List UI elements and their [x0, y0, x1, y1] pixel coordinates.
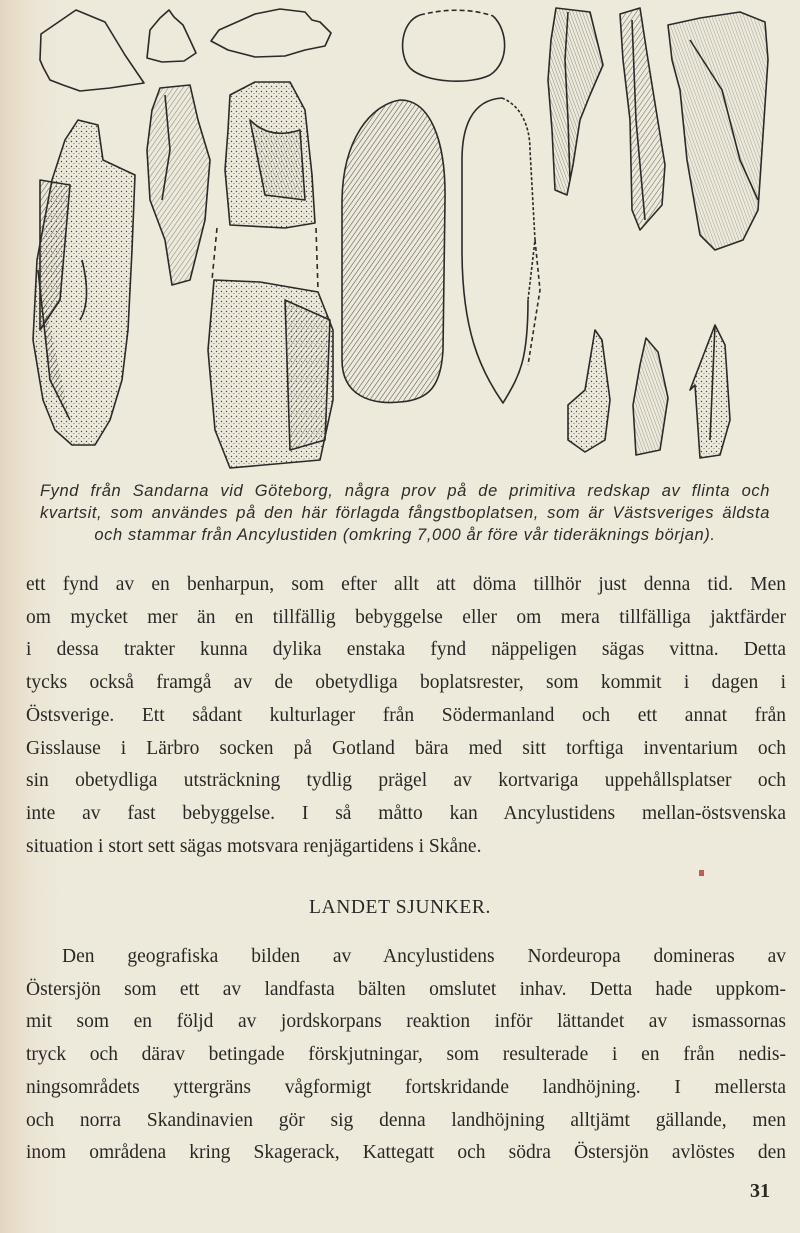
flake-outline-small — [147, 10, 196, 62]
text-line: inte av fast bebyggelse. I så måtto kan Ancylustidens mellan-östsvenska — [26, 802, 786, 824]
text-line: sin obetydliga utsträckning tydlig prägel av kortvariga uppehållsplatser och — [26, 770, 786, 792]
paragraph-1 — [26, 569, 786, 863]
text-line: tryck och därav betingade förskjutningar, som resulterade i en från nedis- — [26, 1044, 786, 1066]
section-heading: LANDET SJUNKER. — [309, 897, 491, 918]
text-line: ningsområdets yttergräns vågformigt fortskridande landhöjning. I mellersta — [26, 1076, 786, 1098]
paragraph-2 — [26, 941, 786, 1170]
microlith-3 — [690, 325, 730, 458]
polished-stone-axe — [342, 100, 445, 403]
text-line: mit som en följd av jordskorpans reaktion inför lättandet av ismassornas — [26, 1011, 786, 1033]
text-line: tycks också framgå av de obetydliga boplatsrester, som kommit i dagen i — [26, 672, 786, 694]
figure-caption — [40, 480, 770, 546]
text-line: inom områdena kring Skagerack, Kattegatt och södra Östersjön avlöstes den — [26, 1142, 786, 1164]
caption-line: kvartsit, som användes på den här förlagda fångstboplatsen, som är Västsveriges äldsta — [40, 504, 770, 522]
axe-profile-outline — [462, 98, 540, 403]
text-line: om mycket mer än en tillfällig bebyggelse eller om mera tillfälliga jaktfärder — [26, 606, 786, 628]
hand-axe-flint — [33, 120, 135, 445]
ink-mark — [699, 870, 704, 876]
flake-outline-large — [40, 10, 144, 91]
text-line: Gisslause i Lärbro socken på Gotland bära med sitt torftiga inventarium och — [26, 737, 786, 759]
join-dashed-right — [316, 228, 318, 290]
text-line: ett fynd av en benharpun, som efter allt att döma tillhör just denna tid. Men — [26, 574, 786, 595]
artifact-illustration — [0, 0, 800, 475]
caption-line: och stammar från Ancylustiden (omkring 7,000 år före vår tideräknings början). — [94, 526, 716, 544]
caption-line: Fynd från Sandarna vid Göteborg, några prov på de primitiva redskap av flinta och — [40, 482, 770, 500]
page-number: 31 — [750, 1180, 770, 1202]
text-line: och norra Skandinavien gör sig denna landhöjning alltjämt gällande, men — [26, 1109, 786, 1131]
text-line: Östersjön som ett av landfasta bälten omslutet inhav. Detta hade uppkom- — [26, 978, 786, 1000]
microlith-2 — [633, 338, 668, 455]
microlith-1 — [568, 330, 610, 452]
join-dashed-left — [212, 228, 217, 280]
text-line: Östsverige. Ett sådant kulturlager från Södermanland och ett annat från — [26, 704, 786, 726]
flint-blade-3 — [668, 12, 768, 250]
flint-blade-1 — [548, 8, 603, 195]
flint-blade-2 — [620, 8, 665, 230]
flint-core-tool — [147, 85, 210, 285]
stone-adze-lower — [208, 280, 333, 468]
stone-adze-upper — [225, 82, 315, 228]
blade-outline-long — [211, 9, 331, 57]
text-line: i dessa trakter kunna dylika enstaka fynd näppeligen sägas vittna. Detta — [26, 639, 786, 661]
text-line: situation i stort sett sägas motsvara renjägartidens i Skåne. — [26, 835, 482, 857]
stone-oval-outline — [403, 10, 505, 81]
text-line: Den geografiska bilden av Ancylustidens Nordeuropa domineras av — [62, 946, 786, 967]
